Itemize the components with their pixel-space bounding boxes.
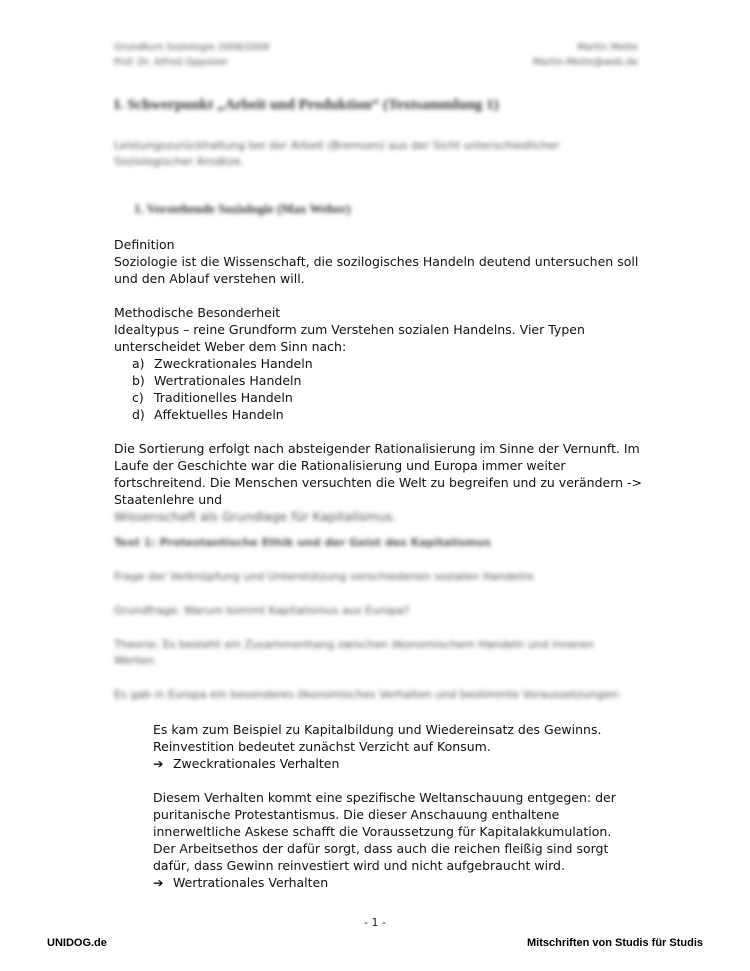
sorting-paragraph: Die Sortierung erfolgt nach absteigender Rationalisierung im Sinne der Vernunft. Im Laufe der Geschichte war die Rationalisierung und Europa immer weiter fortschreitend. Die Menschen versuchten die Welt zu begreifen und zu verändern -> Staatenlehre und: [114, 441, 643, 507]
arrow-line-1: [153, 755, 635, 772]
method-text: Idealtypus – reine Grundform zum Verstehen sozialen Handelns. Vier Typen unterscheidet Weber dem Sinn nach:: [114, 322, 585, 354]
indented-body: [153, 721, 635, 891]
definition-label: Definition: [114, 237, 175, 252]
list-item: a) Zweckrationales Handeln: [132, 356, 313, 371]
blurred-block: [114, 535, 634, 703]
clear-body: [114, 236, 644, 525]
list-item: b) Wertrationales Handeln: [132, 373, 302, 388]
header-email: Martin-Mette@web.de: [532, 57, 638, 68]
arrow-right-icon: ➔: [153, 756, 164, 771]
arrow-label: Zweckrationales Verhalten: [172, 756, 340, 771]
list-item: c) Traditionelles Handeln: [132, 390, 293, 405]
header-author: Martin Mette: [577, 42, 638, 53]
page-number: - 1 -: [364, 916, 386, 929]
indented-paragraph-2: Diesem Verhalten kommt eine spezifische Weltanschauung entgegen: der puritanische Protestantismus. Die dieser Anschauung enthaltene innerweltliche Askese schafft die Voraussetzung für Kapitalakkumulation. Der Arbeitsethos der dafür sorgt, dass auch die reichen fleißig sind sorgt dafür, dass Gewinn reinvestiert wird und nicht aufgebraucht wird.: [153, 790, 616, 873]
definition-text: Soziologie ist die Wissenschaft, die sozilogisches Handeln deutend untersuchen soll und den Ablauf verstehen will.: [114, 254, 639, 286]
blurred-paragraph: Theorie: Es besteht ein Zusammenhang zwischen ökonomischem Handeln und inneren Werten.: [114, 638, 594, 667]
sorting-paragraph-end: Wissenschaft als Grundlage für Kapitalismus.: [114, 509, 397, 524]
page-title: I. Schwerpunkt „Arbeit und Produktion“ (Textsammlung 1): [114, 97, 499, 113]
section-heading: 1. Verstehende Soziologie (Max Weber): [134, 201, 351, 216]
arrow-label: Wertrationales Verhalten: [172, 875, 329, 890]
method-label: Methodische Besonderheit: [114, 305, 281, 320]
list-item: d) Affektuelles Handeln: [132, 407, 284, 422]
handeln-types-list: [114, 355, 644, 423]
footer-tagline: Mitschriften von Studis für Studis: [526, 937, 703, 949]
blurred-paragraph: Frage der Verknüpfung und Unterstützung verschiedenen sozialen Handelns: [114, 570, 535, 583]
header-right: [533, 42, 638, 68]
blurred-paragraph: Es gab in Europa ein besonderes ökonomisches Verhalten und bestimmte Voraussetzungen:: [114, 688, 621, 701]
page-subtitle: Leistungszurückhaltung bei der Arbeit (Bremsen) aus der Sicht unterschiedlicher Soziologischer Ansätze.: [114, 139, 560, 168]
header-course: Grundkurs Soziologie 2008/2009: [114, 42, 270, 53]
footer-site: UNIDOG.de: [47, 937, 107, 949]
arrow-right-icon: ➔: [153, 875, 164, 890]
header-left: [114, 42, 269, 68]
blurred-paragraph: Grundfrage: Warum kommt Kapitalismus aus Europa?: [114, 604, 410, 617]
indented-paragraph-1: Es kam zum Beispiel zu Kapitalbildung und Wiedereinsatz des Gewinns. Reinvestition bedeutet zunächst Verzicht auf Konsum.: [153, 722, 602, 754]
arrow-line-2: [153, 874, 635, 891]
header-professor: Prof. Dr. Alfred Oppolzer: [114, 57, 228, 68]
text-heading: Text 1: Protestantische Ethik und der Geist des Kapitalismus: [114, 536, 491, 549]
